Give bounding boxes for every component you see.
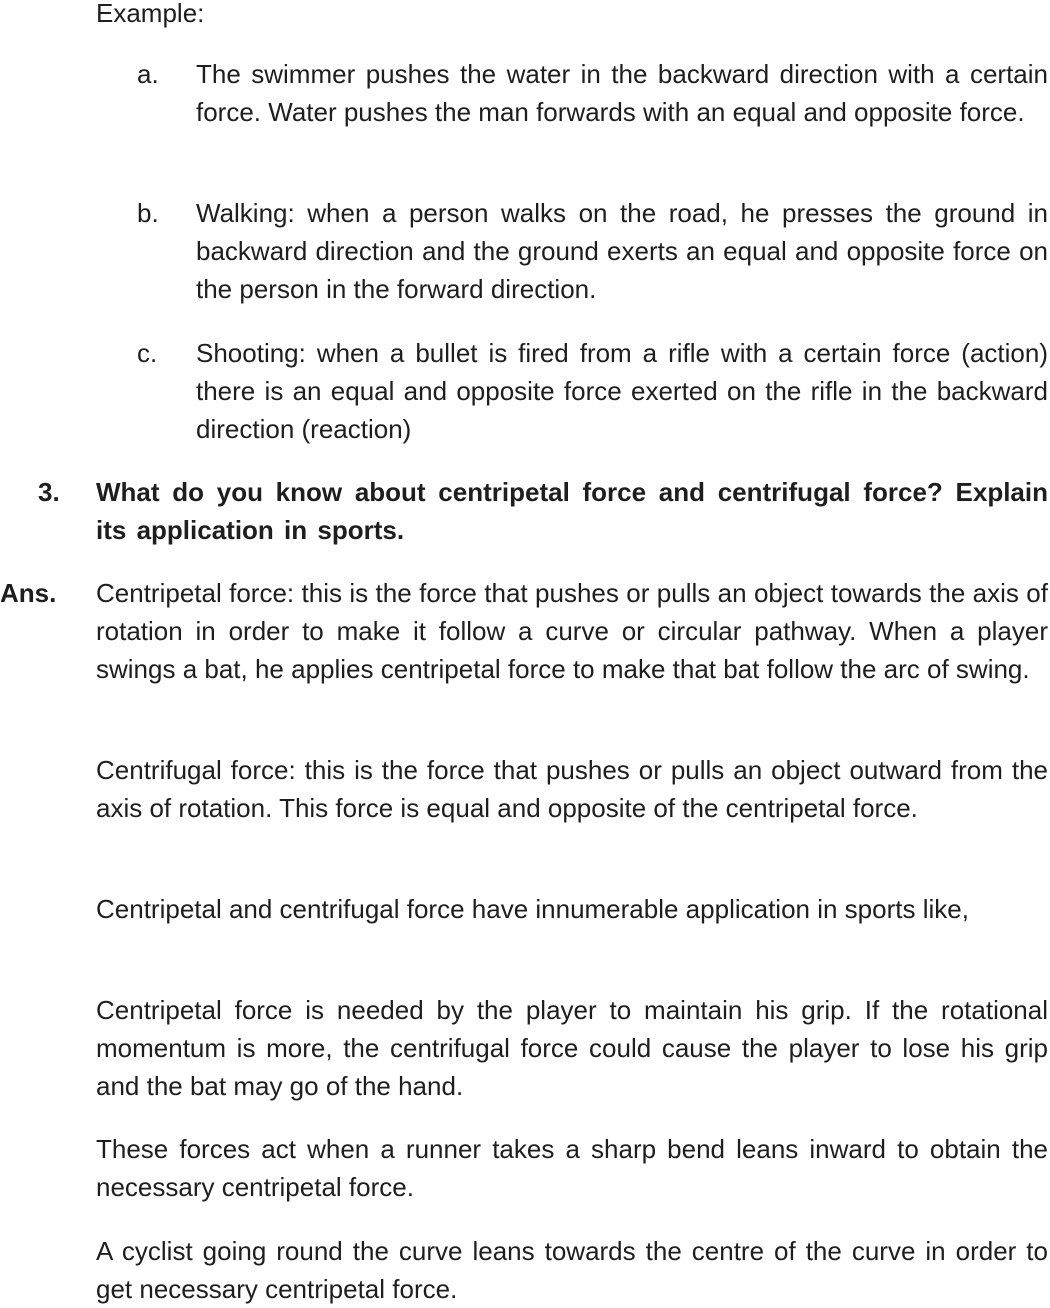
question-number: 3. [38,477,60,507]
answer-paragraph-centripetal: Centripetal force: this is the force that pushes or pulls an object towards the axis of rotation in order to make it follow a curve or circular pathway. When a player swings a bat, he applies centripetal force to make that bat follow the arc of swing. [96,578,1048,684]
question-text: What do you know about centripetal force and centrifugal force? Explain its application in sports. [96,477,1048,545]
example-text: The swimmer pushes the water in the backward direction with a certain force. Water pushes the man forwards with an equal and opposite force. [196,59,1048,127]
example-text: Walking: when a person walks on the road, he presses the ground in backward direction and the ground exerts an equal and opposite force on the person in the forward direction. [196,198,1048,304]
answer-paragraph-runner: These forces act when a runner takes a sharp bend leans inward to obtain the necessary centripetal force. [96,1134,1048,1202]
example-heading: Example: [96,0,205,28]
example-marker: c. [137,338,158,368]
answer-paragraph-centrifugal: Centrifugal force: this is the force that pushes or pulls an object outward from the axis of rotation. This force is equal and opposite of the centripetal force. [96,755,1048,823]
example-marker: b. [137,198,159,228]
answer-paragraph-cyclist: A cyclist going round the curve leans towards the centre of the curve in order to get necessary centripetal force. [96,1236,1048,1304]
answer-paragraph-grip: Centripetal force is needed by the player to maintain his grip. If the rotational momentum is more, the centrifugal force could cause the player to lose his grip and the bat may go of the hand. [96,995,1048,1101]
answer-paragraph-applications: Centripetal and centrifugal force have innumerable application in sports like, [96,894,969,924]
example-text: Shooting: when a bullet is fired from a rifle with a certain force (action) there is an equal and opposite force exerted on the rifle in the backward direction (reaction) [196,338,1048,444]
answer-label: Ans. [0,578,57,608]
example-marker: a. [137,59,159,89]
